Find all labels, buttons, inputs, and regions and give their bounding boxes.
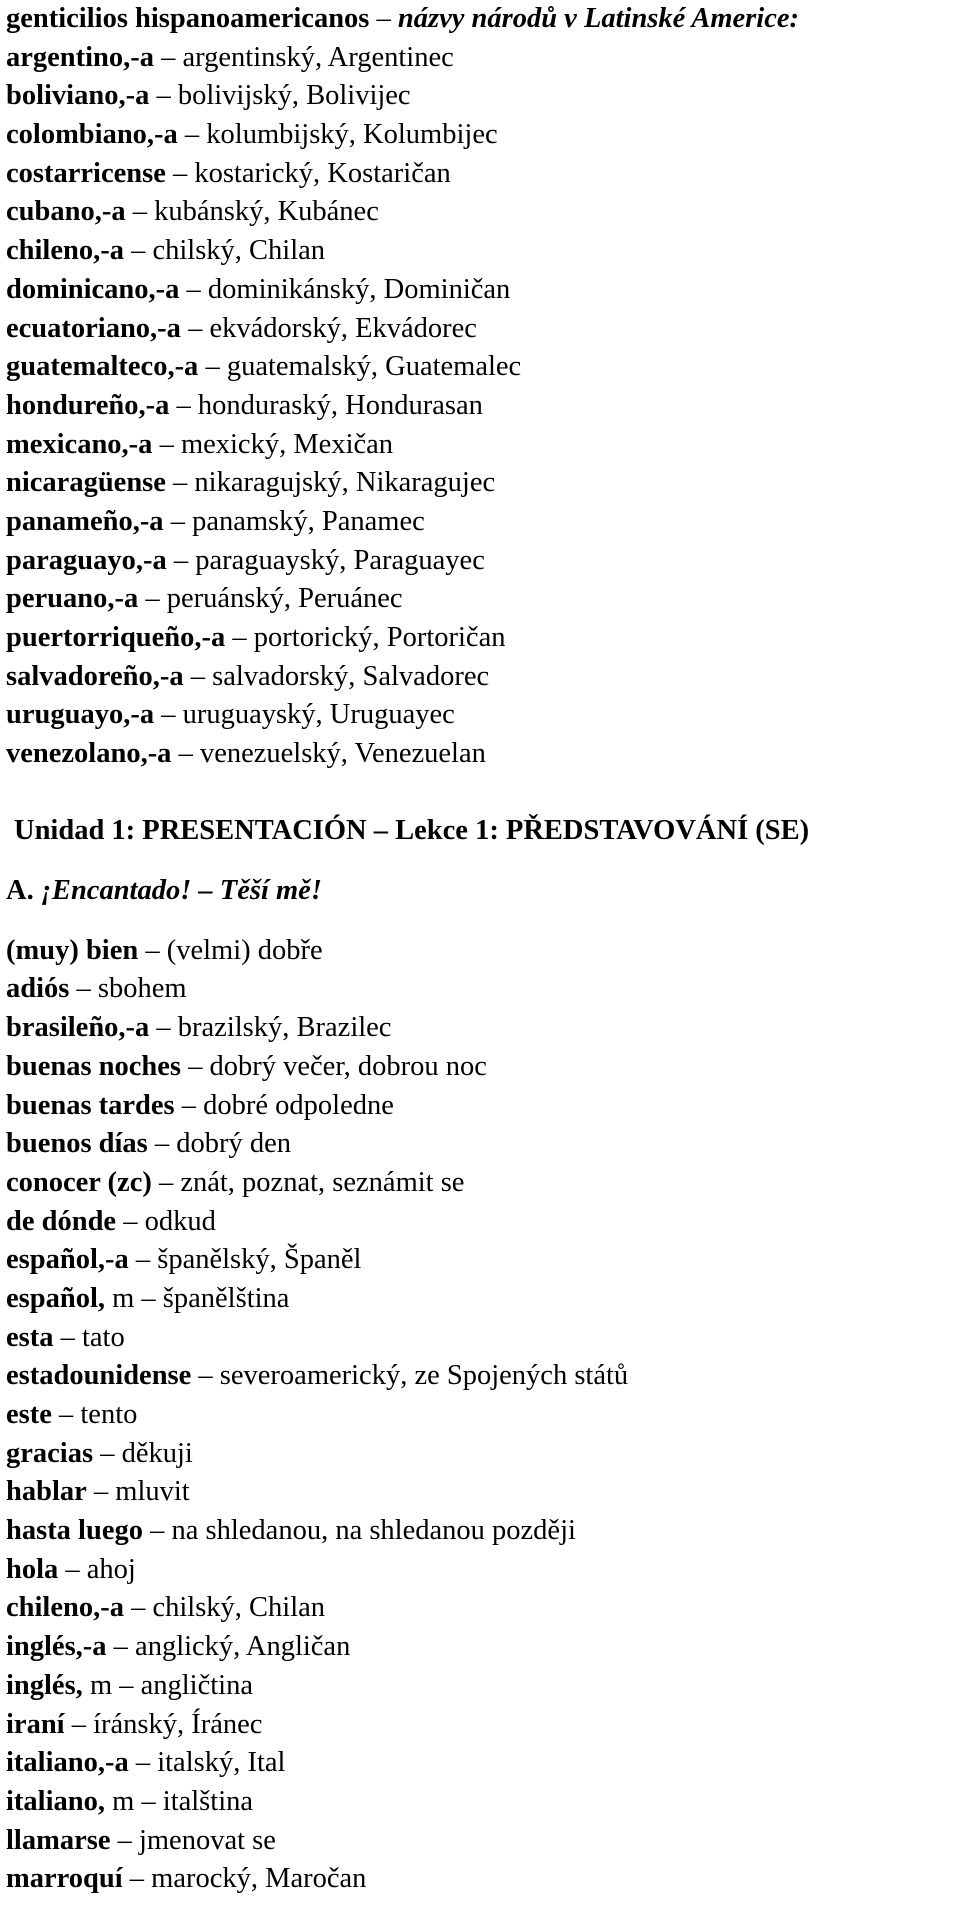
vocab-term: buenos días xyxy=(6,1128,148,1160)
dash: – xyxy=(181,1089,197,1121)
vocab-term: mexicano,-a xyxy=(6,428,153,460)
vocab-term: hablar xyxy=(6,1476,87,1508)
vocab-entry xyxy=(6,1589,960,1628)
dash: – xyxy=(184,119,200,151)
dash: – xyxy=(117,1824,132,1856)
vocab-translation: španělský, Španěl xyxy=(157,1244,362,1276)
dash: – xyxy=(131,235,146,267)
vocab-term: peruano,-a xyxy=(6,583,139,615)
vocab-entry xyxy=(6,1009,960,1048)
vocab-term: buenas tardes xyxy=(6,1089,175,1121)
vocab-term: conocer (zc) xyxy=(6,1166,152,1198)
vocab-entry xyxy=(6,970,960,1009)
vocab-translation: odkud xyxy=(144,1205,216,1237)
vocab-translation: španělština xyxy=(162,1282,290,1314)
vocab-entry xyxy=(6,696,960,735)
vocab-translation: bolivijský, Bolivijec xyxy=(177,80,411,112)
vocab-term: venezolano,-a xyxy=(6,738,172,770)
vocab-entry xyxy=(6,155,960,194)
vocab-term: colombiano,-a xyxy=(6,119,178,151)
vocab-entry xyxy=(6,1822,960,1861)
dash: – xyxy=(150,1515,165,1547)
vocab-entry xyxy=(6,193,960,232)
dash: – xyxy=(135,1244,151,1276)
vocab-translation: tato xyxy=(81,1321,125,1353)
vocab-term: panameño,-a xyxy=(6,505,164,537)
vocab-translation: tento xyxy=(80,1399,138,1430)
vocab-term: este xyxy=(6,1399,52,1430)
dash: – xyxy=(93,1476,109,1508)
vocab-entry xyxy=(6,116,960,155)
vocab-term: argentino,-a xyxy=(6,41,155,73)
dash: – xyxy=(71,1708,86,1740)
vocab-entry xyxy=(6,1357,960,1396)
nationalities-header xyxy=(6,0,960,39)
vocab-translation: anglický, Angličan xyxy=(135,1631,351,1663)
vocab-entry xyxy=(6,426,960,465)
dash: – xyxy=(119,1669,134,1701)
vocab-gender-marker: m xyxy=(89,1669,113,1701)
vocab-entry xyxy=(6,1435,960,1474)
vocab-translation: mluvit xyxy=(115,1476,190,1508)
vocab-translation: honduraský, Hondurasan xyxy=(197,389,483,421)
vocab-translation: kostarický, Kostaričan xyxy=(194,157,451,189)
vocab-translation: severoamerický, ze Spojených států xyxy=(219,1360,629,1392)
vocab-term: brasileño,-a xyxy=(6,1012,150,1044)
dash: – xyxy=(113,1631,128,1663)
dash: – xyxy=(186,273,201,305)
vocab-translation: nikaragujský, Nikaragujec xyxy=(194,467,496,499)
vocab-translation: argentinský, Argentinec xyxy=(182,41,454,73)
vocab-entry xyxy=(6,658,960,697)
dash: – xyxy=(170,505,185,537)
dash: – xyxy=(123,1205,138,1237)
vocab-entry xyxy=(6,1164,960,1203)
vocab-term: inglés,-a xyxy=(6,1631,107,1663)
vocab-entry xyxy=(6,1048,960,1087)
vocab-translation: salvadorský, Salvadorec xyxy=(212,660,490,692)
vocab-term: buenas noches xyxy=(6,1050,182,1082)
vocab-entry xyxy=(6,1706,960,1745)
vocab-translation: angličtina xyxy=(140,1669,253,1701)
dash: – xyxy=(198,1360,213,1392)
dash: – xyxy=(188,1050,203,1082)
vocab-translation: dobré odpoledne xyxy=(203,1089,394,1121)
vocab-term: esta xyxy=(6,1321,54,1353)
dash: – xyxy=(65,1553,80,1585)
vocab-term: guatemalteco,-a xyxy=(6,351,199,383)
dash: – xyxy=(131,1592,146,1624)
vocab-translation: italština xyxy=(162,1785,254,1817)
vocab-term: dominicano,-a xyxy=(6,273,180,305)
vocab-translation: na shledanou, na shledanou později xyxy=(171,1515,576,1547)
nationalities-header-subtitle: názvy národů v Latinské Americe: xyxy=(397,3,799,34)
vocab-entry xyxy=(6,1628,960,1667)
vocab-term: hola xyxy=(6,1553,59,1585)
vocab-entry xyxy=(6,1280,960,1319)
vocab-entry xyxy=(6,1667,960,1706)
vocab-term: paraguayo,-a xyxy=(6,544,167,576)
vocab-entry xyxy=(6,232,960,271)
vocab-term: (muy) bien xyxy=(6,934,139,966)
vocab-entry xyxy=(6,77,960,116)
vocab-translation: panamský, Panamec xyxy=(192,505,425,537)
vocab-translation: jmenovat se xyxy=(138,1824,276,1856)
vocab-term: chileno,-a xyxy=(6,1592,124,1624)
vocab-entry xyxy=(6,1551,960,1590)
vocab-translation: marocký, Maročan xyxy=(151,1863,367,1895)
vocab-entry xyxy=(6,1473,960,1512)
vocab-term: gracias xyxy=(6,1437,94,1469)
vocab-entry xyxy=(6,1396,960,1435)
dash: – xyxy=(132,196,147,228)
vocab-term: adiós xyxy=(6,973,70,1005)
dash: – xyxy=(158,1166,174,1198)
vocab-term: italiano,-a xyxy=(6,1747,129,1779)
vocab-entry xyxy=(6,271,960,310)
vocab-entry xyxy=(6,1087,960,1126)
dash: – xyxy=(100,1437,115,1469)
vocab-translation: chilský, Chilan xyxy=(152,235,326,267)
vocab-translation: znát, poznat, seznámit se xyxy=(180,1166,465,1198)
vocab-term: español,-a xyxy=(6,1244,129,1276)
vocab-translation: íránský, Íránec xyxy=(93,1708,263,1740)
section-label: A. xyxy=(6,874,34,906)
vocab-gender-marker: m xyxy=(112,1282,135,1314)
vocab-translation: ahoj xyxy=(86,1553,136,1585)
dash: – xyxy=(232,622,247,653)
vocab-term: estadounidense xyxy=(6,1360,192,1392)
vocab-entry xyxy=(6,1512,960,1551)
section-heading xyxy=(6,872,960,910)
dash: – xyxy=(76,973,91,1005)
dash: – xyxy=(176,389,191,421)
vocab-term: chileno,-a xyxy=(6,235,124,267)
vocab-translation: italský, Ital xyxy=(157,1747,286,1779)
dash: – xyxy=(190,660,205,692)
vocab-entry xyxy=(6,1860,960,1899)
vocab-translation: kolumbijský, Kolumbijec xyxy=(206,119,498,151)
vocab-translation: guatemalský, Guatemalec xyxy=(226,351,522,383)
vocab-entry xyxy=(6,1744,960,1783)
vocab-entry xyxy=(6,542,960,581)
vocab-term: inglés, xyxy=(6,1669,83,1701)
dash: – xyxy=(135,1747,151,1779)
vocab-entry xyxy=(6,1241,960,1280)
vocab-term: boliviano,-a xyxy=(6,80,150,112)
dash: – xyxy=(161,699,176,731)
vocab-entry xyxy=(6,619,960,658)
vocab-translation: portorický, Portoričan xyxy=(253,622,506,653)
dash: – xyxy=(60,1321,75,1353)
vocab-translation: ekvádorský, Ekvádorec xyxy=(209,312,477,344)
vocab-translation: peruánský, Peruánec xyxy=(166,583,403,615)
vocab-term: hondureño,-a xyxy=(6,389,170,421)
dash: – xyxy=(129,1863,145,1895)
vocab-term: marroquí xyxy=(6,1863,123,1895)
vocab-term: español, xyxy=(6,1282,105,1314)
vocab-translation: brazilský, Brazilec xyxy=(177,1012,392,1044)
section-title: ¡Encantado! – Těší mě! xyxy=(40,874,322,906)
vocab-translation: paraguayský, Paraguayec xyxy=(195,544,485,576)
vocab-entry xyxy=(6,735,960,774)
dash: – xyxy=(154,1128,170,1160)
vocab-term: puertorriqueño,-a xyxy=(6,622,226,653)
vocab-entry xyxy=(6,1783,960,1822)
dash: – xyxy=(188,312,203,344)
vocab-term: de dónde xyxy=(6,1205,117,1237)
vocab-term: costarricense xyxy=(6,157,166,189)
vocabulary-list xyxy=(6,932,960,1899)
dash: – xyxy=(205,351,220,383)
vocab-term: hasta luego xyxy=(6,1515,143,1547)
vocab-gender-marker: m xyxy=(112,1785,135,1817)
vocab-translation: děkuji xyxy=(121,1437,193,1469)
dash: – xyxy=(156,80,171,112)
unit-heading: Unidad 1: PRESENTACIÓN – Lekce 1: PŘEDSTAVOVÁNÍ (SE) xyxy=(14,814,810,846)
vocab-entry xyxy=(6,39,960,78)
vocab-translation: chilský, Chilan xyxy=(152,1592,326,1624)
vocab-entry xyxy=(6,387,960,426)
dash: – xyxy=(178,738,193,770)
vocab-entry xyxy=(6,1203,960,1242)
vocab-term: cubano,-a xyxy=(6,196,126,228)
vocab-entry xyxy=(6,580,960,619)
vocab-entry xyxy=(6,1125,960,1164)
vocab-translation: mexický, Mexičan xyxy=(180,428,394,460)
dash: – xyxy=(161,41,176,73)
vocab-entry xyxy=(6,464,960,503)
vocab-translation: venezuelský, Venezuelan xyxy=(199,738,486,770)
dash: – xyxy=(172,157,188,189)
nationalities-list xyxy=(6,39,960,774)
vocab-term: uruguayo,-a xyxy=(6,699,155,731)
vocab-translation: kubánský, Kubánec xyxy=(154,196,379,228)
vocab-entry xyxy=(6,310,960,349)
dash: – xyxy=(156,1012,171,1044)
vocab-term: nicaragüense xyxy=(6,467,166,499)
dash: – xyxy=(159,428,174,460)
dash: – xyxy=(376,3,391,34)
vocab-translation: sbohem xyxy=(97,973,187,1005)
vocab-term: llamarse xyxy=(6,1824,111,1856)
vocab-term: ecuatoriano,-a xyxy=(6,312,181,344)
vocab-translation: dominikánský, Dominičan xyxy=(207,273,511,305)
dash: – xyxy=(145,934,160,966)
vocab-term: iraní xyxy=(6,1708,65,1740)
vocab-entry xyxy=(6,1319,960,1358)
vocab-entry xyxy=(6,932,960,971)
dash: – xyxy=(141,1282,156,1314)
nationalities-header-term: genticilios hispanoamericanos xyxy=(6,3,370,34)
vocab-translation: uruguayský, Uruguayec xyxy=(182,699,455,731)
dash: – xyxy=(173,544,189,576)
dash: – xyxy=(173,467,188,499)
dash: – xyxy=(59,1399,74,1430)
vocab-entry xyxy=(6,503,960,542)
vocab-translation: dobrý den xyxy=(176,1128,292,1160)
vocab-entry xyxy=(6,348,960,387)
vocab-term: italiano, xyxy=(6,1785,105,1817)
vocab-translation: dobrý večer, dobrou noc xyxy=(209,1050,487,1082)
dash: – xyxy=(141,1785,156,1817)
vocab-translation: (velmi) dobře xyxy=(166,934,323,966)
vocab-term: salvadoreño,-a xyxy=(6,660,184,692)
dash: – xyxy=(145,583,160,615)
